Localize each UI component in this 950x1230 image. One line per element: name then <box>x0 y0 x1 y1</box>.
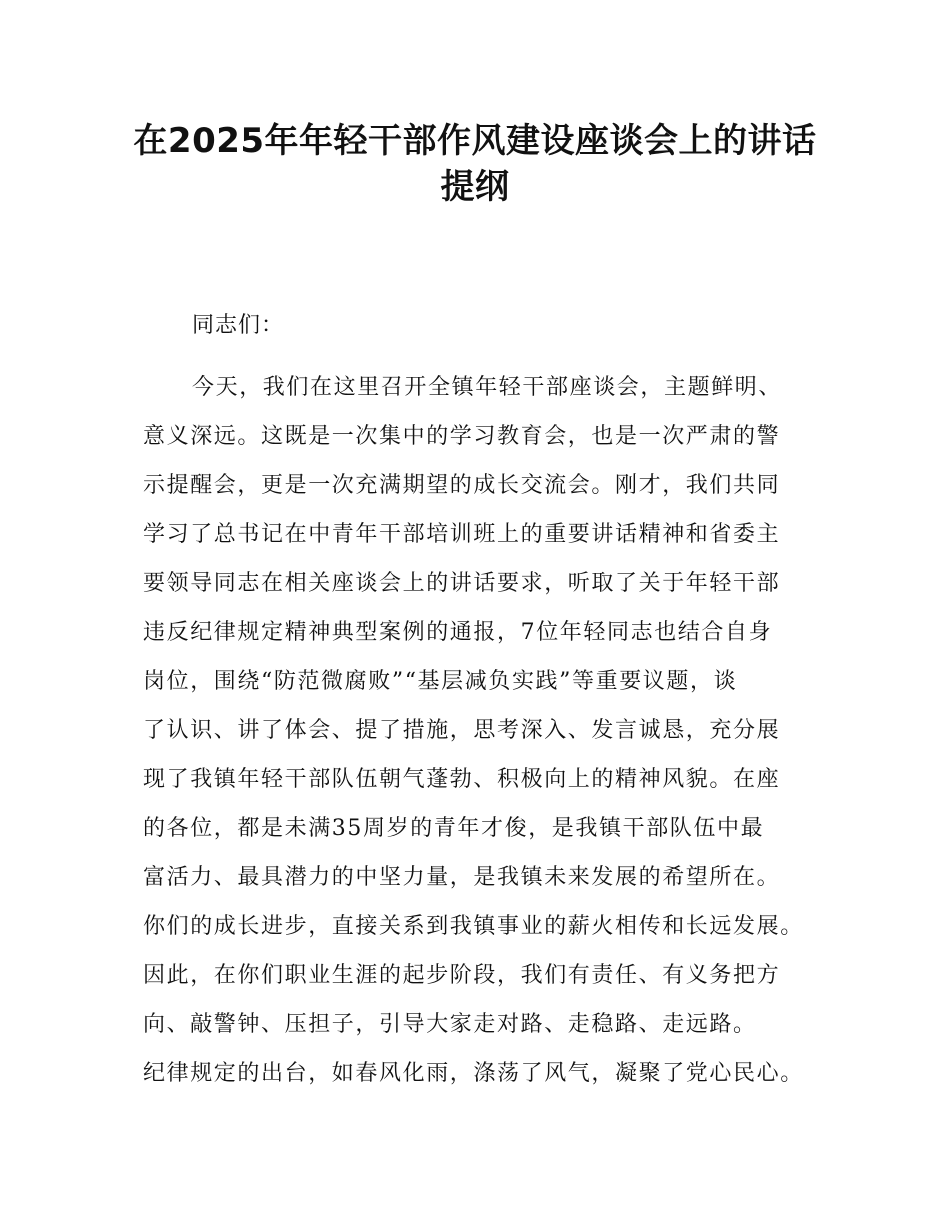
body-line-2: 意义深远。这既是一次集中的学习教育会，也是一次严肃的警 <box>143 424 781 449</box>
salutation: 同志们： <box>192 313 285 338</box>
document-title-line-1: 在2025年年轻干部作风建设座谈会上的讲话 <box>133 121 817 161</box>
body-line-6: 违反纪律规定精神典型案例的通报，7位年轻同志也结合自身 <box>143 620 773 645</box>
body-line-13: 因此，在你们职业生涯的起步阶段，我们有责任、有义务把方 <box>143 963 781 988</box>
body-line-5: 要领导同志在相关座谈会上的讲话要求，听取了关于年轻干部 <box>143 571 781 596</box>
body-line-12: 你们的成长进步，直接关系到我镇事业的薪火相传和长远发展。 <box>143 914 804 939</box>
document-title-line-2: 提纲 <box>440 167 510 207</box>
body-line-8: 了认识、讲了体会、提了措施，思考深入、发言诚恳，充分展 <box>143 718 781 743</box>
body-line-9: 现了我镇年轻干部队伍朝气蓬勃、积极向上的精神风貌。在座 <box>143 767 781 792</box>
body-line-4: 学习了总书记在中青年干部培训班上的重要讲话精神和省委主 <box>143 522 781 547</box>
body-line-10: 的各位，都是未满35周岁的青年才俊，是我镇干部队伍中最 <box>143 816 765 841</box>
body-line-15: 纪律规定的出台，如春风化雨，涤荡了风气，凝聚了党心民心。 <box>143 1061 804 1086</box>
body-line-11: 富活力、最具潜力的中坚力量，是我镇未来发展的希望所在。 <box>143 865 781 890</box>
body-line-7: 岗位，围绕“防范微腐败”“基层减负实践”等重要议题，谈 <box>143 669 738 694</box>
body-line-1: 今天，我们在这里召开全镇年轻干部座谈会，主题鲜明、 <box>192 375 783 400</box>
body-line-14: 向、敲警钟、压担子，引导大家走对路、走稳路、走远路。 <box>143 1012 757 1037</box>
body-line-3: 示提醒会，更是一次充满期望的成长交流会。刚才，我们共同 <box>143 473 781 498</box>
